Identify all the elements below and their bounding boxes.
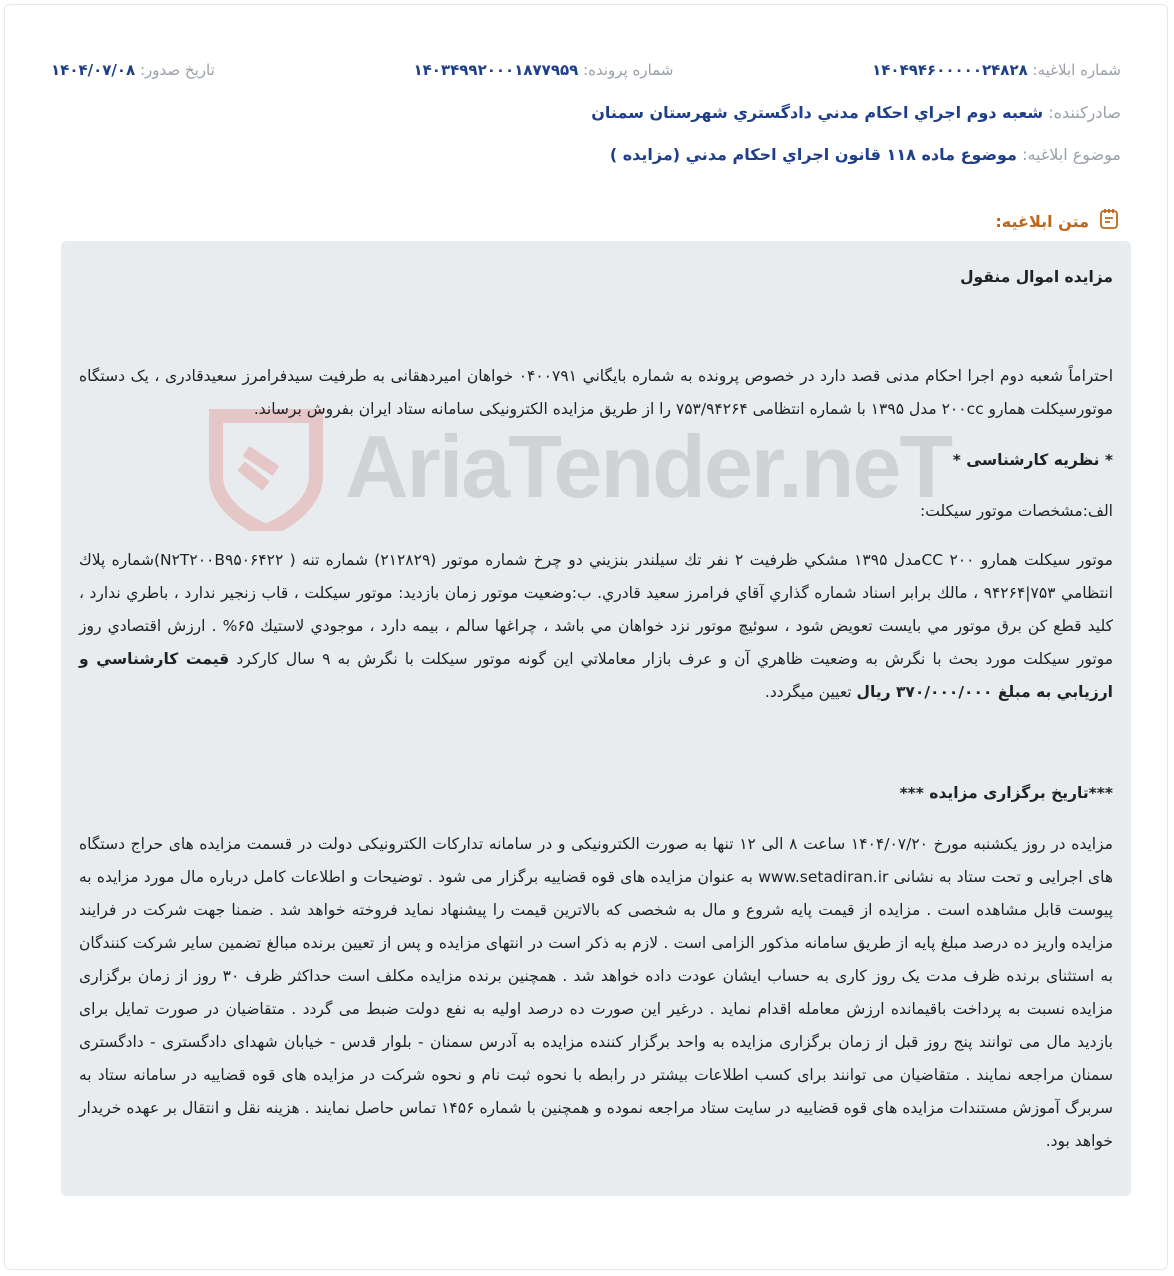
expert-title: * نظریه کارشناسی * bbox=[952, 451, 1113, 469]
notice-page bbox=[4, 4, 1168, 1270]
section-title: متن ابلاغیه: bbox=[995, 207, 1121, 235]
issuer: صادرکننده: شعبه دوم اجراي احكام مدني دادگستري شهرستان سمنان bbox=[591, 103, 1121, 122]
auction-paragraph: مزایده در روز یکشنبه مورخ ۱۴۰۴/۰۷/۲۰ ساعت ۸ الی ۱۲ تنها به صورت الکترونیکی و در سامانه تدارکات الکترونیکی دولت در قسمت مزایده های حراج دستگاه های اجرایی و تحت ستاد به نشانی www.setadiran.ir به عنوان مزایده های قوه قضاییه برگزار می شود . توضیحات و اطلاعات کامل درباره مال مورد مزایده به پیوست قابل مشاهده است . مزایده از قیمت پایه شروع و مال به شخصی که بالاترین قیمت را پیشنهاد نماید فروخته خواهد شد . ضمنا جهت شرکت در فرایند مزایده واریز ده درصد مبلغ پایه از طریق سامانه مذکور الزامی است . لازم به ذکر است در انتهای مزایده و پس از تعیین برنده مبالغ تضمین سایر شرکت کنندگان به استثنای برنده ظرف مدت یک روز کاری به حساب ایشان عودت داده خواهد شد . همچنین برنده مزایده مکلف است حداکثر ظرف ۳۰ روز از زمان برگزاری مزایده نسبت به پرداخت باقیمانده ارزش معامله اقدام نماید . درغیر این صورت ده درصد اولیه به نفع دولت ضبط می گردد . متقاضیان در صورت تمایل برای بازدید مال می توانند پنج روز قبل از زمان برگزاری مزایده به واحد برگزار کننده مزایده به آدرس سمنان - بلوار قدس - خیابان شهدای دادگستری - دادگستری سمنان مراجعه نمایند . متقاضیان می توانند برای کسب اطلاعات بیشتر در رابطه با نحوه ثبت نام و نحوه شرکت در مزایده های قوه قضاییه در سامانه ستاد به سربرگ آموزش مستندات مزایده های قوه قضاییه در سایت ستاد مراجعه نموده و همچنین با شماره ۱۴۵۶ تماس حاصل نمایند . هزینه نقل و انتقال بر عهده خریدار خواهد بود. bbox=[79, 835, 1113, 1150]
intro-paragraph: احتراماً شعبه دوم اجرا احکام مدنی قصد دارد در خصوص پرونده به شماره بايگاني ۰۴۰۰۷۹۱ خواهان امیردهقانی به طرفیت سیدفرامرز سعیدقادری ، یک دستگاه موتورسیکلت همارو ۲۰۰cc مدل ۱۳۹۵ با شماره انتظامی ۷۵۳/۹۴۲۶۴ را از طریق مزایده الکترونیکی سامانه ستاد ایران بفروش برساند. bbox=[79, 367, 1113, 418]
auction-date-title: ***تاریخ برگزاری مزایده *** bbox=[899, 784, 1113, 802]
case-number: شماره پرونده: ۱۴۰۳۴۹۹۲۰۰۰۱۸۷۷۹۵۹ bbox=[413, 61, 674, 79]
notice-number: شماره ابلاغیه: ۱۴۰۴۹۴۶۰۰۰۰۰۲۴۸۲۸ bbox=[872, 61, 1121, 79]
meta-row bbox=[51, 61, 1121, 79]
notice-body bbox=[61, 241, 1131, 1196]
notepad-icon bbox=[1097, 207, 1121, 235]
issue-date: تاریخ صدور: ۱۴۰۴/۰۷/۰۸ bbox=[51, 61, 215, 79]
watermark-logo: AriaTender.neT bbox=[201, 401, 951, 531]
body-title: مزایده اموال منقول bbox=[960, 268, 1113, 286]
price: قيمت كارشناسي و ارزيابي به مبلغ ۳۷۰/۰۰۰/۰۰۰ ريال bbox=[79, 650, 1113, 701]
subject: موضوع ابلاغیه: موضوع ماده ۱۱۸ قانون اجراي احكام مدني (مزايده ) bbox=[609, 145, 1121, 164]
spec-paragraph: موتور سيكلت همارو ۲۰۰ CCمدل ۱۳۹۵ مشكي ظرفيت ۲ نفر تك سيلندر بنزيني دو چرخ شماره موتور (۲۱۲۸۲۹) شماره تنه ( N۲T۲۰۰B۹۵۰۶۴۲۲)شماره پلاك انتظامي ۷۵۳|۹۴۲۶۴ ، مالك برابر اسناد شماره گذاري آقاي فرامرز سعيد قادري. ب:وضعيت موتور زمان بازديد: موتور سيكلت ، قاب زنجير ندارد ، باطري ندارد ، كليد قطع كن برق موتور مي بايست تعويض شود ، سوئيچ موتور نزد خواهان مي باشد ، چراغها سالم ، بيمه دارد ، موجودي لاستيك ۶۵% . ارزش اقتصادي روز موتور سيكلت مورد بحث با نگرش به وضعيت ظاهري آن و عرف بازار معاملاتي اين گونه موتور سيكلت با نگرش به ۹ سال كاركرد قيمت كارشناسي و ارزيابي به مبلغ ۳۷۰/۰۰۰/۰۰۰ ريال تعيين ميگردد. bbox=[79, 551, 1114, 701]
spec-title: الف:مشخصات موتور سیکلت: bbox=[920, 502, 1113, 520]
